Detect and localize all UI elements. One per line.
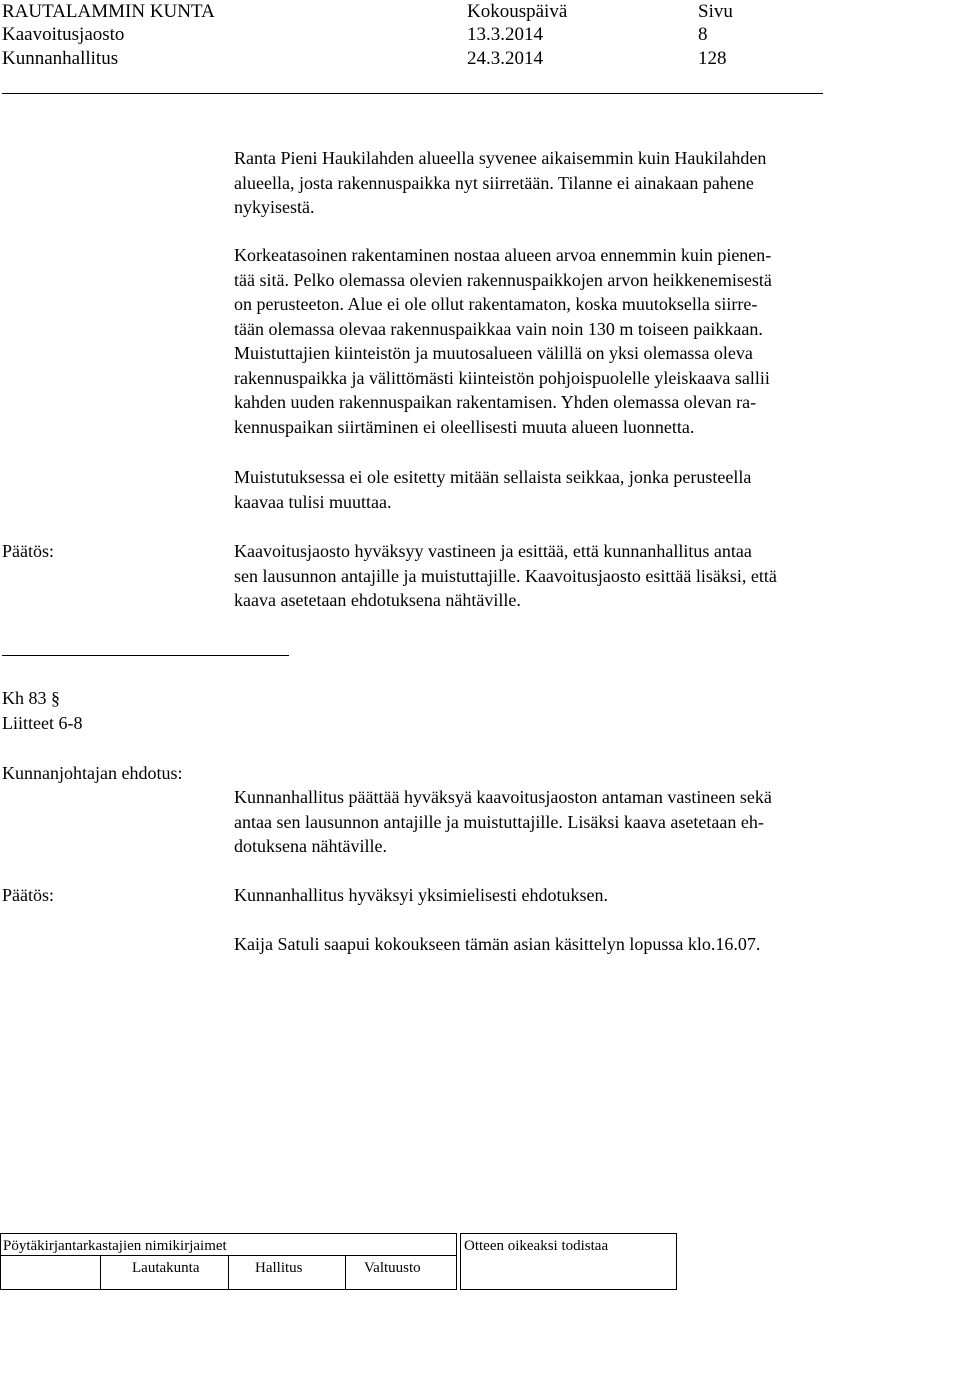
section-divider [2, 655, 289, 656]
proposal-text [234, 785, 924, 859]
header-body-name: Kunnanhallitus [2, 48, 119, 69]
initials-column-hallitus: Hallitus [255, 1260, 303, 1276]
paragraph [234, 465, 924, 514]
text-line: Korkeatasoinen rakentaminen nostaa alueen arvoa ennemmin kuin pienen- [234, 245, 772, 265]
paragraph [234, 243, 924, 439]
decision-label: Päätös: [2, 541, 54, 561]
header-page-number: 128 [698, 48, 727, 69]
item-number [2, 686, 60, 710]
text-line: antaa sen lausunnon antajille ja muistuttajille. Lisäksi kaava asetetaan eh- [234, 811, 764, 832]
section-sign: § [51, 688, 60, 708]
text-line: Kaavoitusjaosto hyväksyy vastineen ja esittää, että kunnanhallitus antaa [234, 541, 752, 561]
text-line: dotuksena nähtäville. [234, 836, 387, 856]
meeting-date-label: Kokouspäivä [467, 1, 568, 22]
header-body-name: Kaavoitusjaosto [2, 24, 125, 45]
text-line: Kunnanhallitus hyväksyi yksimielisesti ehdotuksen. [234, 885, 608, 905]
decision-label: Päätös: [2, 885, 54, 905]
text-line: Muistuttajien kiinteistön ja muutosalueen välillä on yksi olemassa oleva [234, 343, 753, 363]
text-line: Kaija Satuli saapui kokoukseen tämän asian käsittelyn lopussa klo.16.07. [234, 934, 761, 954]
text-line: sen lausunnon antajille ja muistuttajille. Kaavoitusjaosto esittää lisäksi, että [234, 565, 777, 586]
text-line: kaava asetetaan ehdotuksena nähtäville. [234, 590, 521, 610]
meeting-note [234, 932, 924, 957]
text-line: kennuspaikan siirtäminen ei oleellisesti muuta alueen luonnetta. [234, 416, 695, 437]
initials-column-divider [100, 1256, 101, 1289]
text-line: nykyisestä. [234, 197, 315, 217]
attachments: Liitteet 6-8 [2, 713, 83, 733]
paragraph [234, 146, 924, 220]
text-line: alueella, josta rakennuspaikka nyt siirretään. Tilanne ei ainakaan pahene [234, 172, 754, 193]
text-line: Kunnanhallitus päättää hyväksyä kaavoitusjaoston antaman vastineen sekä [234, 787, 772, 807]
decision-text [234, 883, 924, 908]
certified-copy-label: Otteen oikeaksi todistaa [464, 1238, 609, 1254]
header-page-number: 8 [698, 24, 708, 45]
page-label: Sivu [698, 1, 733, 22]
text-line: rakennuspaikka ja välittömästi kiinteistön pohjoispuolelle yleiskaava sallii [234, 367, 770, 388]
item-label: Kh 83 [2, 688, 47, 708]
organization-name: RAUTALAMMIN KUNTA [2, 1, 215, 22]
header-divider [2, 93, 823, 94]
initials-title: Pöytäkirjantarkastajien nimikirjaimet [3, 1238, 227, 1254]
text-line: Muistutuksessa ei ole esitetty mitään sellaista seikkaa, jonka perusteella [234, 467, 752, 487]
text-line: tää sitä. Pelko olemassa olevien rakennuspaikkojen arvon heikkenemisestä [234, 269, 772, 290]
header-meeting-date: 24.3.2014 [467, 48, 543, 69]
initials-column-valtuusto: Valtuusto [364, 1260, 421, 1276]
initials-column-divider [228, 1256, 229, 1289]
header-meeting-date: 13.3.2014 [467, 24, 543, 45]
text-line: kaavaa tulisi muuttaa. [234, 491, 392, 512]
initials-column-divider [345, 1256, 346, 1289]
decision-text [234, 539, 924, 613]
text-line: tään olemassa olevaa rakennuspaikkaa vain noin 130 m toiseen paikkaan. [234, 318, 763, 339]
proposal-label: Kunnanjohtajan ehdotus: [2, 763, 183, 783]
initials-column-lautakunta: Lautakunta [132, 1260, 200, 1276]
text-line: Ranta Pieni Haukilahden alueella syvenee aikaisemmin kuin Haukilahden [234, 148, 767, 168]
text-line: kahden uuden rakennuspaikan rakentamisen. Yhden olemassa olevan ra- [234, 392, 757, 412]
text-line: on perusteeton. Alue ei ole ollut rakentamaton, koska muutoksella siirre- [234, 294, 758, 314]
